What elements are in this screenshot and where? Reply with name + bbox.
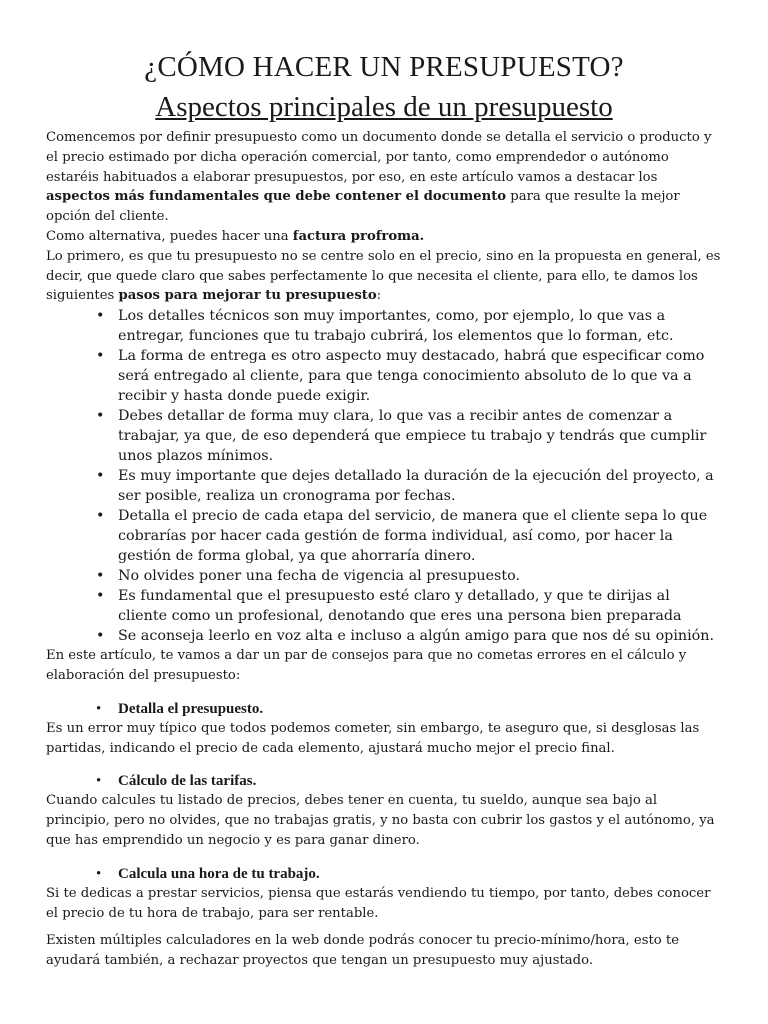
section-heading-tarifas: • Cálculo de las tarifas. [118, 771, 722, 791]
alternative-paragraph [46, 227, 722, 247]
section-body-hora: Si te dedicas a prestar servicios, piensa que estarás vendiendo tu tiempo, por tanto, debes conocer el precio de tu hora de trabajo, para ser rentable. [46, 885, 711, 921]
intro-text: Comencemos por definir presupuesto como un documento donde se detalla el servicio o producto y el precio estimado por dicha operación comercial, por tanto, como emprendedor o autónomo estaréis habituados a elaborar presupuestos, por eso, en este artículo vamos a destacar los [46, 130, 712, 185]
tips-list [46, 306, 722, 646]
first-step-text: Lo primero, es que tu presupuesto no se centre solo en el precio, sino en la propuesta en general, es decir, que quede claro que sabes perfectamente lo que necesita el cliente, para ello, te damos los siguientes [46, 248, 721, 304]
intro-text-end: para que resulte la mejor opción del cliente. [46, 189, 680, 225]
closing-paragraph: Existen múltiples calculadores en la web donde podrás conocer tu precio-mínimo/hora, esto te ayudará también, a rechazar proyectos que tengan un presupuesto muy ajustado. [46, 933, 680, 969]
alternative-text: Como alternativa, puedes hacer una [46, 228, 293, 244]
page-title: ¿CÓMO HACER UN PRESUPUESTO? [144, 51, 624, 83]
list-item: • La forma de entrega es otro aspecto muy destacado, habrá que especificar como será entregado al cliente, para que tenga conocimiento absoluto de lo que va a recibir y hasta donde puede exigir. [118, 346, 722, 406]
list-item: • Se aconseja leerlo en voz alta e incluso a algún amigo para que nos dé su opinión. [118, 626, 722, 646]
first-step-bold-text: pasos para mejorar tu presupuesto [118, 288, 377, 304]
intro-bold-text: aspectos más fundamentales que debe contener el documento [46, 189, 507, 205]
list-item: • No olvides poner una fecha de vigencia al presupuesto. [118, 566, 722, 586]
section-heading-detalla: • Detalla el presupuesto. [118, 699, 722, 719]
list-item: • Es fundamental que el presupuesto esté claro y detallado, y que te dirijas al cliente como un profesional, denotando que eres una persona bien preparada [118, 586, 722, 626]
first-step-text-end: : [376, 288, 382, 304]
advice-intro-paragraph: En este artículo, te vamos a dar un par de consejos para que no cometas errores en el cálculo y elaboración del presupuesto: [46, 648, 687, 683]
first-step-paragraph [46, 247, 722, 306]
section-body-detalla: Es un error muy típico que todos podemos cometer, sin embargo, te aseguro que, si desglosas las partidas, indicando el precio de cada elemento, ajustará mucho mejor el precio final. [46, 720, 700, 756]
section-body-tarifas: Cuando calcules tu listado de precios, debes tener en cuenta, tu sueldo, aunque sea bajo al principio, pero no olvides, que no trabajas gratis, y no basta con cubrir los gastos y el autónomo, ya que has emprendido un negocio y es para ganar dinero. [46, 793, 715, 848]
section-heading-hora: • Calcula una hora de tu trabajo. [118, 864, 722, 884]
list-item: • Debes detallar de forma muy clara, lo que vas a recibir antes de comenzar a trabajar, ya que, de eso dependerá que empiece tu trabajo y tendrás que cumplir unos plazos mínimos. [118, 406, 722, 466]
list-item: • Es muy importante que dejes detallado la duración de la ejecución del proyecto, a ser posible, realiza un cronograma por fechas. [118, 466, 722, 506]
intro-paragraph [46, 128, 722, 227]
list-item: • Detalla el precio de cada etapa del servicio, de manera que el cliente sepa lo que cobrarías por hacer cada gestión de forma individual, así como, por hacer la gestión de forma global, ya que ahorraría dinero. [118, 506, 722, 566]
list-item: • Los detalles técnicos son muy importantes, como, por ejemplo, lo que vas a entregar, funciones que tu trabajo cubrirá, los elementos que lo forman, etc. [118, 306, 722, 346]
alternative-bold-text: factura profroma. [292, 228, 425, 244]
page-subtitle: Aspectos principales de un presupuesto [155, 91, 613, 123]
